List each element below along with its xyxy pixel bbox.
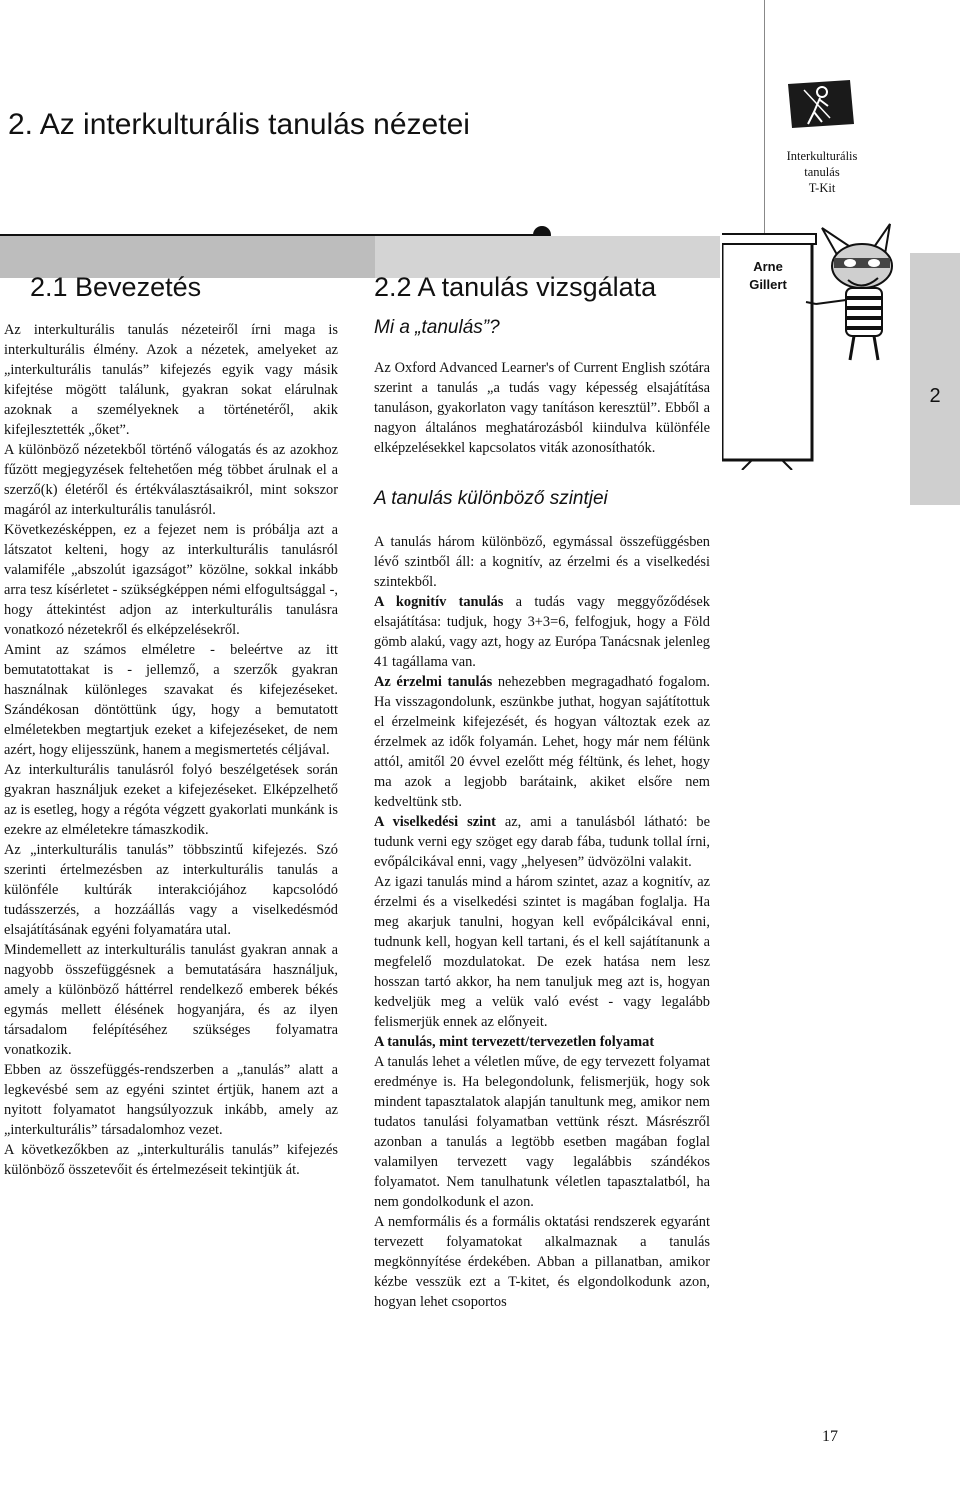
chapter-title: 2. Az interkulturális tanulás nézetei (8, 108, 470, 141)
easel-label-line-1: Arne (753, 259, 783, 274)
left-column-text (4, 320, 338, 1180)
paragraph: Az „interkulturális tanulás” többszintű kifejezés. Szó szerinti értelmezésben az interkulturális tanulás a különféle kultúrák interakciójához kapcsolódó tudásszerzés, a hozzáállás vagy a viselkedésmód elsajátításának egyéni folyamatára utal. (4, 842, 338, 938)
logo-caption-line-1: Interkulturális (786, 149, 858, 163)
right-column-text (374, 532, 710, 1312)
paragraph-heading (374, 1032, 710, 1052)
paragraph: A különböző nézetekből történő válogatás és az azokhoz fűzött megjegyzések feltehetően még többet árulnak el a szerző(k) életéről és értékválasztásaikról, mint sokszor magáról az interkulturális tanulásról. (4, 442, 338, 518)
section-heading-2-1: 2.1 Bevezetés (30, 272, 202, 302)
paragraph (374, 592, 710, 672)
paragraph: Az interkulturális tanulás nézeteiről írni maga is interkulturális élmény. Azok a nézetek, amelyeket az „interkulturális tanulás” kifejezés egyik vagy másik kifejtése mögött találunk, gyakran sokat elárulnak azoknak a személyeknek a történetéről, akik kifejlesztették „őket”. (4, 322, 338, 438)
paragraph-heading-text: A tanulás, mint tervezett/tervezetlen folyamat (374, 1034, 655, 1050)
paragraph: Az igazi tanulás mind a három szintet, azaz a kognitív, az érzelmi és a viselkedési szintet is magában foglalja. Ha meg akarjuk tanulni, hogyan kell evőpálcikával enni, tudnunk kell, hogyan kell tartani, és el kell sajátítanunk a megfelelő mozdulatokat. De ezek hatása nem lesz hosszan tartó akkor, ha nem tanuljuk meg azt is, hogyan kedveljük meg a velük való evést - vagy legalább felismerjük ennek az előnyeit. (374, 874, 710, 1030)
paragraph: Ebben az összefüggés-rendszerben a „tanulás” alatt a legkevésbé sem az egyéni szintet értjük, hanem azt a nyitott folyamatot hangsúlyozzuk inkább, amely az „interkulturális” társadalomhoz vezet. (4, 1062, 338, 1138)
t-kit-logo (784, 78, 856, 130)
subheading-mi-a-tanulas: Mi a „tanulás”? (374, 317, 500, 338)
logo-caption-line-2: tanulás (804, 165, 840, 179)
header-divider (764, 0, 765, 240)
paragraph (374, 672, 710, 812)
paragraph-body: az, ami a tanulásból látható: be tudunk verni egy szöget egy darab fába, tudunk tollal írni, evőpálcikával enni, vagy „helyesen” üdvözölni valakit. (374, 814, 710, 870)
paragraph: Az interkulturális tanulásról folyó beszélgetések során gyakran használjuk ezeket a kifejezéseket. Elképzelhető az is esetleg, hogy a régóta végzett gyakorlati munkánk is ezekre az elméletekre támaszkodik. (4, 762, 338, 838)
paragraph-body: nehezebben megragadható fogalom. Ha visszagondolunk, eszünkbe juthat, hogyan sajátítottuk el érzelmeink kifejezését, és hogyan változtak ezek az érzelmek az idők folyamán. Lehet, hogy már nem félünk attól, amitől 20 évvel ezelőtt még féltünk, és lehet, hogy ma azok a legjobb barátaink, akiket elsőre nem kedveltünk stb. (374, 674, 710, 810)
paragraph-body: a tudás vagy meggyőződések elsajátítása: tudjuk, hogy 3+3=6, felfogjuk, hogy a Föld gömb alakú, vagy azt, hogy az Európa Tanácsnak jelenleg 41 tagállama van. (374, 594, 710, 670)
paragraph: Mindemellett az interkulturális tanulást gyakran annak a nagyobb összefüggésnek a bemutatására használjuk, amely a különböző háttérrel rendelkező emberek békés egymás mellett élésének hogyanjára, és az ilyen társadalom felépítéséhez szükséges folyamatra vonatkozik. (4, 942, 338, 1058)
paragraph: A következőkben az „interkulturális tanulás” kifejezés különböző összetevőit és értelmezéseit tekintjük át. (4, 1142, 338, 1178)
chapter-side-tab (910, 253, 960, 505)
paragraph: A tanulás három különböző, egymással összefüggésben lévő szintből áll: a kognitív, az érzelmi és a viselkedési szintekből. (374, 534, 710, 590)
term-kognitiv: A kognitív tanulás (374, 594, 504, 610)
term-viselkedesi: A viselkedési szint (374, 814, 496, 830)
easel-label-line-2: Gillert (749, 277, 787, 292)
easel-label (726, 258, 810, 294)
easel-illustration (722, 220, 902, 470)
chapter-side-number: 2 (929, 385, 941, 407)
paragraph: Amint az számos elméletre - beleértve az itt bemutatottakat is - jellemző, a szerzők gyakran használnak különleges szavakat és kifejezéseket. Szándékosan döntöttünk úgy, hogy a bemutatott elméletekben megtartjuk ezeket a kifejezéseket, de nem azért, hogy elijesszünk, hanem a megismertetés céljával. (4, 642, 338, 758)
subheading-tanulas-szintjei: A tanulás különböző szintjei (374, 488, 608, 509)
right-column-intro (374, 358, 710, 458)
paragraph: Az Oxford Advanced Learner's of Current English szótára szerint a tanulás „a tudás vagy képesség elsajátítása tanuláson, gyakorlaton vagy tanításon keresztül”. Ebből a nagyon általános meghatározásból kiindulva különféle elképzelésekkel kapcsolatos viták azonosíthatók. (374, 360, 710, 456)
page-number: 17 (822, 1428, 838, 1445)
paragraph: A tanulás lehet a véletlen műve, de egy tervezett folyamat eredménye is. Ha belegondolunk, felismerjük, hogy sok mindent tapasztalatok alapján tanultunk meg, amikor nem tudatos tanulási folyamatban vettünk részt. Másrészről azonban a tanulás a legtöbb esetben magában foglal valamilyen tervezett vagy legalábbis szándékos folyamatot. Nem tanulhatunk véletlen tapasztalatból, ha nem gondolkodunk el azon. (374, 1054, 710, 1210)
paragraph: Következésképpen, ez a fejezet nem is próbálja azt a látszatot kelteni, hogy az interkulturális tanulásról valamiféle „abszolút igazságot” közölne, sokkal inkább arra tesz kísérletet - szükségképpen némi elfogultsággal -, hogy áttekintést adjon az interkulturális tanulásra vonatkozó nézetekről és elképzelésekről. (4, 522, 338, 638)
section-heading-2-2: 2.2 A tanulás vizsgálata (374, 272, 657, 302)
logo-caption-line-3: T-Kit (808, 181, 836, 195)
paragraph: A nemformális és a formális oktatási rendszerek egyaránt tervezett folyamatokat alkalmaznak a tanulás megkönnyítése érdekében. Abban a pillanatban, amikor kézbe vesszük ezt a T-kitet, és elgondolkodunk azon, hogyan lehet csoportos (374, 1214, 710, 1310)
term-erzelmi: Az érzelmi tanulás (374, 674, 493, 690)
paragraph (374, 812, 710, 872)
logo-caption (774, 148, 870, 196)
